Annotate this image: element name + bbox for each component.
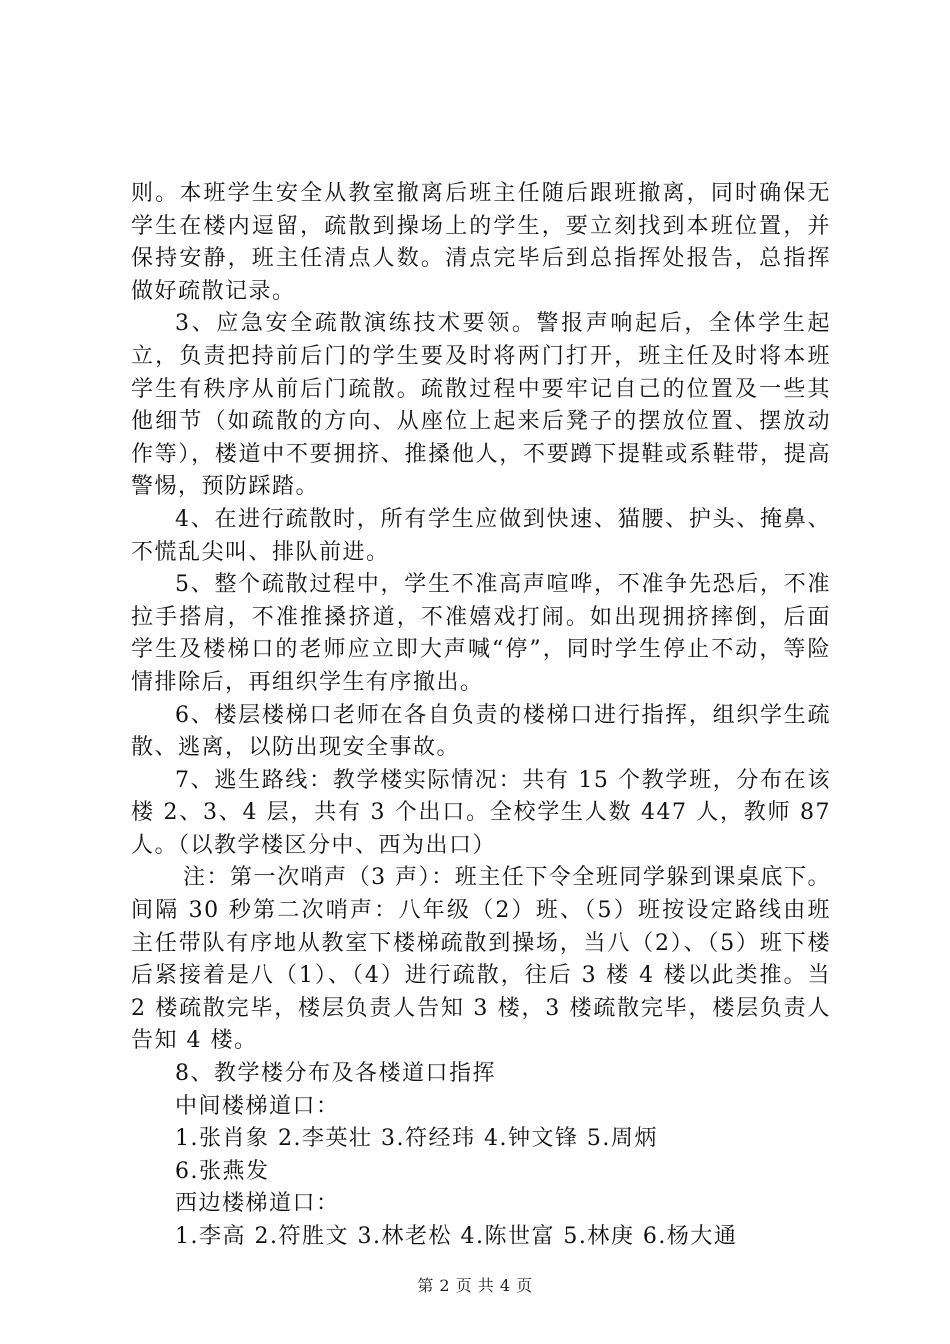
page-footer: 第 2 页 共 4 页 [417,1276,533,1295]
commander-list-middle-line-1: 1.张肖象 2.李英壮 3.符经玮 4.钟文锋 5.周炳 [175,1126,658,1152]
paragraph-note: 注：第一次哨声（3 声）：班主任下令全班同学躲到课桌底下。间隔 30 秒第二次哨声：八年级（2）班、（5）班按设定路线由班主任带队有序地从教室下楼梯疏散到操场，当八（2）、（5）班下楼后紧接着是八（1）、（4）进行疏散，往后 3 楼 4 楼以此类推。当 2 楼疏散完毕，楼层负责人告知 3 楼，3 楼疏散完毕，楼层负责人告知 4 楼。 [131,865,831,1054]
paragraph-continuation: 则。本班学生安全从教室撤离后班主任随后跟班撤离，同时确保无学生在楼内逗留，疏散到操场上的学生，要立刻找到本班位置，并保持安静，班主任清点人数。清点完毕后到总指挥处报告，总指挥做好疏散记录。 [131,181,831,304]
paragraph-item-5: 5、整个疏散过程中，学生不准高声喧哗，不准争先恐后，不准拉手搭肩，不准推搡挤道，不准嬉戏打闹。如出现拥挤摔倒，后面学生及楼梯口的老师应立即大声喊“停”，同时学生停止不动，等险情排除后，再组织学生有序撤出。 [131,572,831,695]
paragraph-item-3: 3、应急安全疏散演练技术要领。警报声响起后，全体学生起立，负责把持前后门的学生要及时将两门打开，班主任及时将本班学生有秩序从前后门疏散。疏散过程中要牢记自己的位置及一些其他细节（如疏散的方向、从座位上起来后凳子的摆放位置、摆放动作等），楼道中不要拥挤、推搡他人，不要蹲下提鞋或系鞋带，提高警惕，预防踩踏。 [131,311,831,500]
paragraph-item-6: 6、楼层楼梯口老师在各自负责的楼梯口进行指挥，组织学生疏散、逃离，以防出现安全事故。 [131,702,831,761]
stairway-label-west: 西边楼梯道口： [175,1191,340,1217]
paragraph-item-4: 4、在进行疏散时，所有学生应做到快速、猫腰、护头、掩鼻、不慌乱尖叫、排队前进。 [131,506,831,565]
commander-list-middle-line-2: 6.张燕发 [175,1158,270,1184]
document-body [131,178,831,1254]
paragraph-item-7: 7、逃生路线：教学楼实际情况：共有 15 个教学班，分布在该楼 2、3、4 层，共有 3 个出口。全校学生人数 447 人，教师 87 人。（以教学楼区分中、西为出口） [131,767,831,858]
stairway-label-middle: 中间楼梯道口： [175,1093,340,1119]
section-heading-item-8: 8、教学楼分布及各楼道口指挥 [175,1061,496,1087]
commander-list-west: 1.李高 2.符胜文 3.林老松 4.陈世富 5.林庚 6.杨大通 [175,1224,738,1249]
